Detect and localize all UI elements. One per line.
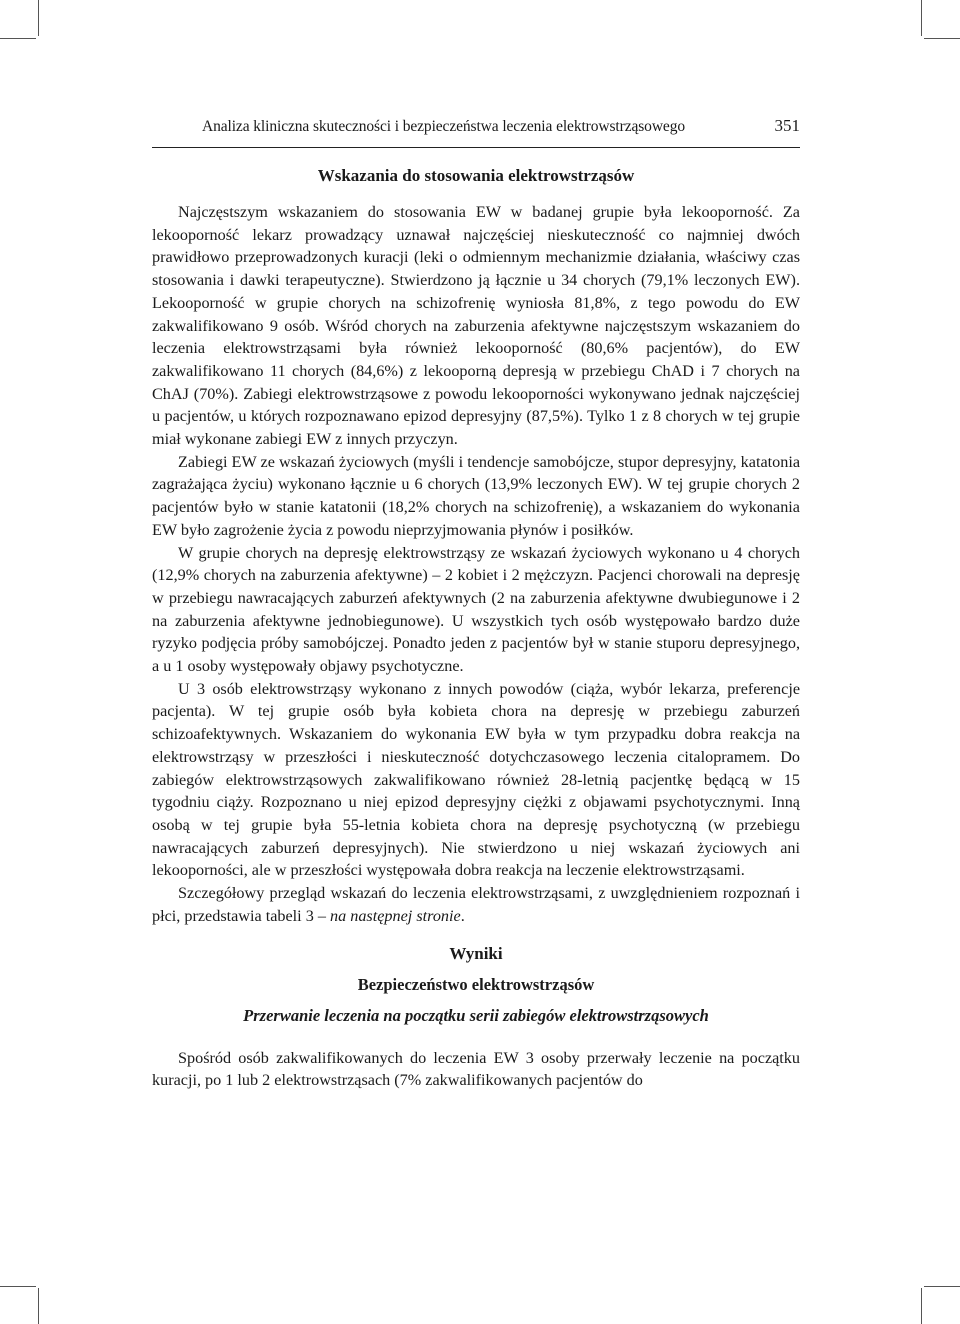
crop-mark-bottom-left-h [0,1286,36,1287]
section-heading-indications: Wskazania do stosowania elektrowstrząsów [317,166,635,185]
paragraph-table-reference [152,882,800,927]
crop-mark-top-left [38,0,39,36]
table-reference-text: Szczegółowy przegląd wskazań do leczenia elektrowstrząsami, z uwzględnieniem rozpoznań i płci, przedstawia tabeli 3 – [152,884,800,925]
subsubheading-discontinuation: Przerwanie leczenia na początku serii zabiegów elektrowstrząsowych [243,1005,709,1025]
paragraph-wskazania-zyciowe: Zabiegi EW ze wskazań życiowych (myśli i tendencje samobójcze, stupor depresyjny, katatonia zagrażająca życiu) wykonano łącznie u 6 chorych (13,9% leczonych EW). W tej grupie chorych 2 pacjentów było w stanie katatonii (18,2% chorych na schizofrenię), a wskazaniem do wykonania EW było zagrożenie życia z powodu nieprzyjmowania płynów i posiłków. [152,452,800,539]
crop-mark-top-right-h [924,38,960,39]
paragraph-depresja: W grupie chorych na depresję elektrowstrząsy ze wskazań życiowych wykonano u 4 chorych (12,9% chorych na zaburzenia afektywne) – 2 kobiet i 2 mężczyzn. Pacjenci chorowali na depresję w przebiegu nawracających zaburzeń afektywnych (2 na zaburzenia afektywne dwubiegunowe i 2 na zaburzenia afektywne jednobiegunowe). U wszystkich tych osób występowało bardzo duże ryzyko podjęcia próby samobójczej. Ponadto jeden z pacjentów był w stanie stuporu depresyjnego, a u 1 osoby występowały objawy psychotyczne. [152,543,800,676]
crop-mark-bottom-left [38,1288,39,1324]
paragraph-lekoopornosc: Najczęstszym wskazaniem do stosowania EW w badanej grupie była lekooporność. Za lekooporność lekarz prowadzący uznawał najczęściej nieskuteczność co najmniej dwóch prawidłowo przeprowadzonych kuracji (leki o odmiennym mechanizmie działania, właściwy czas stosowania i dawki terapeutyczne). Stwierdzono ją łącznie u 34 chorych (79,1% leczonych EW). Lekooporność w grupie chorych na schizofrenię wyniosła 81,8%, z tego powodu do EW zakwalifikowano 9 osób. Wśród chorych na zaburzenia afektywne najczęstszym wskazaniem do leczenia elektrowstrząsami była również lekooporność (80,6% pacjentów), do EW zakwalifikowano 11 chorych (84,6%) z lekooporną depresją w przebiegu ChAD i 7 chorych na ChAJ (70%). Zabiegi elektrowstrząsowe z powodu lekooporności wykonywano jednak najczęściej u pacjentów, u których rozpoznawano epizod depresyjny (87,5%). Tylko 1 z 8 chorych w tej grupie miał wykonane zabiegi EW z innych przyczyn. [152,203,800,449]
subheading-safety: Bezpieczeństwo elektrowstrząsów [357,974,595,994]
paragraph-discontinuation: Spośród osób zakwalifikowanych do leczenia EW 3 osoby przerwały leczenie na początku kuracji, po 1 lub 2 elektrowstrząsach (7% zakwalifikowanych pacjentów do [152,1048,800,1090]
header-rule [152,147,800,148]
crop-mark-bottom-right [921,1288,922,1324]
crop-mark-top-left-h [0,38,36,39]
table-reference-italic: na następnej stronie [330,906,461,925]
crop-mark-bottom-right-h [924,1286,960,1287]
running-header-title: Analiza kliniczna skuteczności i bezpieczeństwa leczenia elektrowstrząsowego [202,118,686,135]
page-number: 351 [774,116,800,135]
page-body [152,164,800,1092]
running-header [152,116,800,142]
table-reference-end: . [460,906,465,925]
paragraph-inne-powody: U 3 osób elektrowstrząsy wykonano z innych powodów (ciąża, wybór lekarza, preferencje pacjenta). W tej grupie osób była kobieta chora na depresję w przebiegu zaburzeń schizoafektywnych. Wskazaniem do wykonania EW była w tym przypadku dobra reakcja na elektrowstrząsy w przeszłości i nieskuteczność dotychczasowego leczenia citalopramem. Do zabiegów elektrowstrząsowych zakwalifikowano również 28-letnią pacjentkę będącą w 15 tygodniu ciąży. Rozpoznano u niej epizod depresyjny ciężki z objawami psychotycznymi. Inną osobą w tej grupie była 55-letnia kobieta chora na depresję psychotyczną (w przebiegu nawracających zaburzeń depresyjnych). Nie stwierdzono u niej wskazań życiowych ani lekooporności, ale w przeszłości występowała dobra reakcja na leczenie elektrowstrząsami. [152,679,800,880]
section-heading-results: Wyniki [449,943,503,963]
crop-mark-top-right [921,0,922,36]
